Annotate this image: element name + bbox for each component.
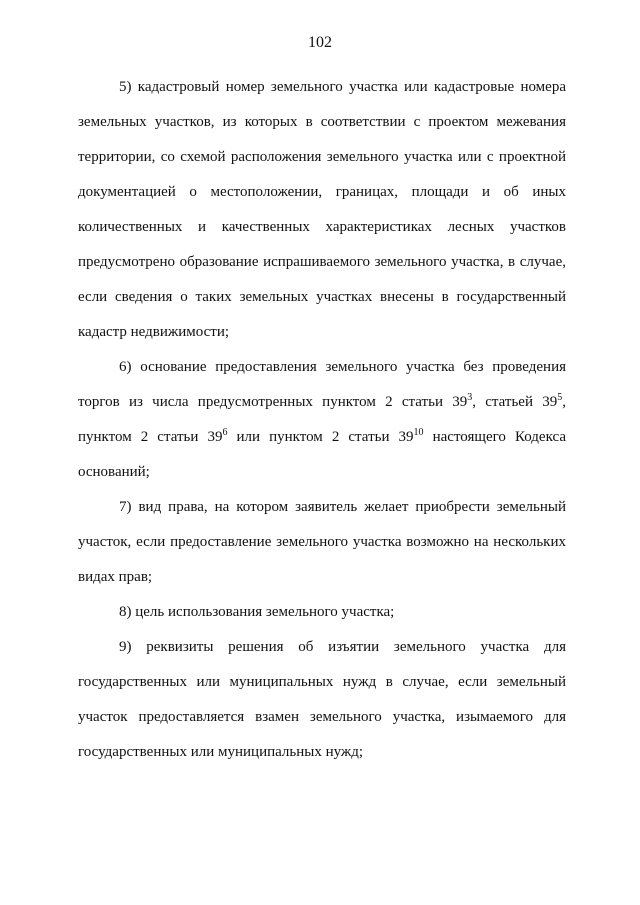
list-item-6-text-2: , статьей 39 (472, 394, 558, 410)
list-item-7: 7) вид права, на котором заявитель желает приобрести земельный участок, если предоставление земельного участка возможно на нескольких видах прав; (78, 499, 566, 585)
superscript-6: 6 (222, 427, 228, 438)
list-item-9: 9) реквизиты решения об изъятии земельного участка для государственных или муниципальных нужд в случае, если земельный участок предоставляется взамен земельного участка, изымаемого для государственных или муниципальных нужд; (78, 639, 566, 760)
page-number: 102 (308, 34, 332, 51)
superscript-5: 5 (557, 392, 563, 403)
superscript-3: 3 (467, 392, 473, 403)
superscript-10: 10 (413, 427, 424, 438)
list-item-6-text-1: 6) основание предоставления земельного участка без проведения торгов из числа предусмотренных пунктом 2 статьи 39 (78, 359, 566, 410)
list-item-6-text-5: настоящего Кодекса оснований; (78, 429, 566, 480)
list-item-5: 5) кадастровый номер земельного участка или кадастровые номера земельных участков, из которых в соответствии с проектом межевания территории, со схемой расположения земельного участка или с проектной документацией о местоположении, границах, площади и об иных количественных и качественных характеристиках лесных участков предусмотрено образование испрашиваемого земельного участка, в случае, если сведения о таких земельных участках внесены в государственный кадастр недвижимости; (78, 79, 566, 340)
list-item-6-text-3: , пунктом 2 статьи 39 (78, 394, 566, 445)
list-item-6-text-4: или пунктом 2 статьи 39 (227, 429, 414, 445)
document-body (78, 70, 566, 770)
list-item-8: 8) цель использования земельного участка; (119, 604, 395, 620)
list-item-6 (78, 350, 566, 490)
